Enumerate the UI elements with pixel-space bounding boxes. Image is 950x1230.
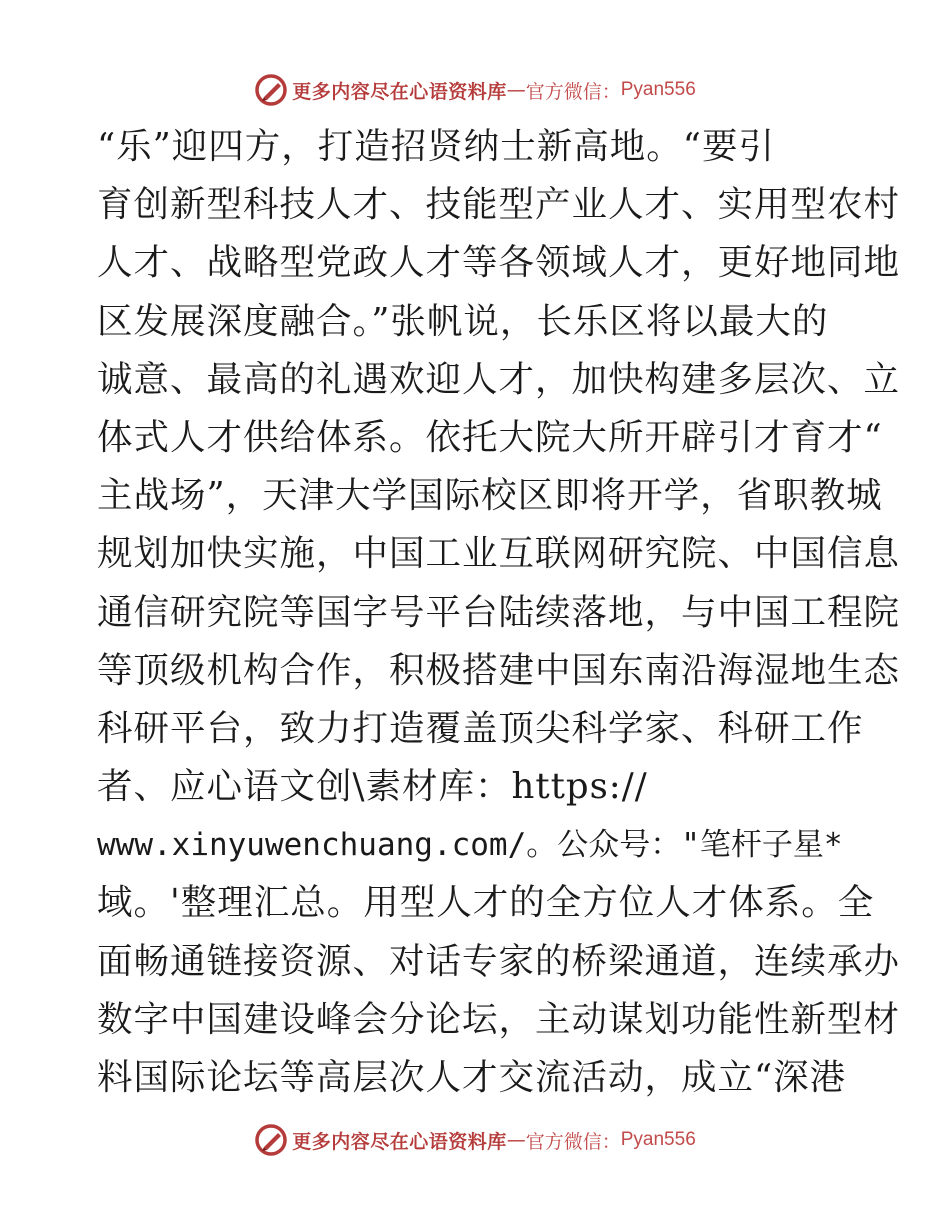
body-line: 区发展深度融合。”张帆说，长乐区将以最大的 (97, 300, 829, 342)
body-line: 规划加快实施，中国工业互联网研究院、中国信息 (97, 533, 901, 575)
body-line: 育创新型科技人才、技能型产业人才、实用型农村 (97, 184, 901, 226)
document-body (97, 118, 901, 1107)
banner-wechat-id: Pyan556 (620, 79, 696, 100)
body-line: 数字中国建设峰会分论坛，主动谋划功能性新型材 (97, 998, 901, 1040)
body-line: 域。'整理汇总。用型人才的全方位人才体系。全 (97, 882, 875, 924)
body-line: 面畅通链接资源、对话专家的桥梁通道，连续承办 (97, 940, 901, 982)
pen-logo-icon (254, 73, 288, 107)
body-line: 人才、战略型党政人才等各领域人才，更好地同地 (97, 242, 901, 284)
body-line: 诚意、最高的礼遇欢迎人才，加快构建多层次、立 (97, 358, 901, 400)
pen-logo-icon (254, 1123, 288, 1157)
banner-main-text: 更多内容尽在心语资料库 (292, 1130, 507, 1153)
banner-wechat-id: Pyan556 (620, 1129, 696, 1150)
banner-main-text: 更多内容尽在心语资料库 (292, 80, 507, 103)
footer-banner (0, 1122, 950, 1158)
body-line: 科研平台，致力打造覆盖顶尖科学家、科研工作 (97, 707, 864, 749)
body-line-url: www.xinyuwenchuang.com/。公众号："笔杆子星* (97, 827, 843, 864)
body-line: 体式人才供给体系。依托大院大所开辟引才育才“ (97, 416, 883, 458)
header-banner (0, 72, 950, 108)
banner-dash: — (506, 1129, 526, 1151)
body-line: “乐”迎四方，打造招贤纳士新高地。“要引 (97, 126, 775, 167)
body-line: 料国际论坛等高层次人才交流活动，成立“深港 (97, 1057, 847, 1098)
banner-wechat-label: 官方微信： (525, 80, 621, 103)
banner-dash: — (506, 79, 526, 101)
body-line: 等顶级机构合作，积极搭建中国东南沿海湿地生态 (97, 649, 901, 691)
body-line: 者、应心语文创\素材库：https:// (97, 766, 648, 808)
banner-wechat-label: 官方微信： (525, 1130, 621, 1153)
body-line: 通信研究院等国字号平台陆续落地，与中国工程院 (97, 591, 901, 633)
body-line: 主战场”，天津大学国际校区即将开学，省职教城 (97, 475, 883, 517)
